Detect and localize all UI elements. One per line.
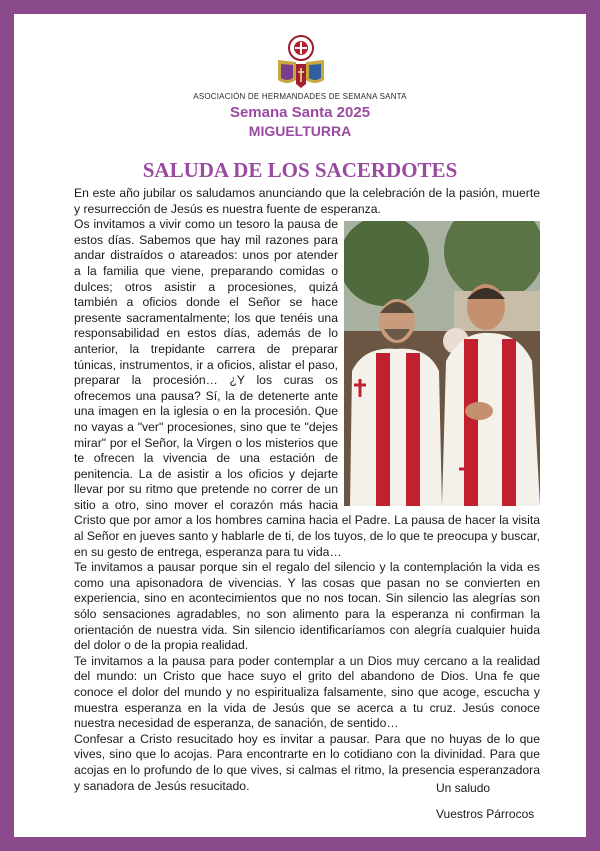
paragraph-confess: Confesar a Cristo resucitado hoy es invitar a pausar. Para que no huyas de lo que vives, sino que lo acojas. Para encontrarte en lo cotidiano con la divinidad. Para que acojas en lo profundo de lo que vives, si calmas el ritmo, la presencia esperanzadora y sanadora de Jesús resucitado. [74,731,540,793]
paragraph-intro: En este año jubilar os saludamos anunciando que la celebración de la pasión, muerte y resurrección de Jesús es nuestra fuente de esperanza. [74,186,540,216]
paragraph-god-near: Te invitamos a la pausa para poder contemplar a un Dios muy cercano a la realidad del mundo: un Cristo que hace suyo el grito del abandono de Dios. Una fe que conoce el dolor del mundo y no espiritualiza falsamente, sino que acoge, escucha y muestra esperanza en la vida de Jesús que se acerca a tu cruz. Jesús conoce nuestra necesidad de esperanza, de sanación, de sentido… [74,653,540,731]
paragraph-pause: Os invitamos a vivir como un tesoro la pausa de estos días. Sabemos que hay mil razones para andar distraídos o atareados: unos por atender a la familia que viene, preparando comidas o dulces; otros asistir a procesiones, quizá también a oficios donde el Señor se hace presente sacramentalmente; los que tenéis una responsabilidad en estos días, además de lo anterior, la trepidante carrera de preparar túnicas, instrumentos, ir a oficios, alistar el paso, preparar la procesión… ¿Y los curas os ofrecemos una pausa? Sí, la de detenerte ante una imagen en la iglesia o en la procesión. Que no vayas a "ver" procesiones, sino que te "dejes mirar" por el Señor, la Virgen o los misterios que te ofrecen la vivencia de una estación de penitencia. La de asistir a los oficios y dejarte llevar por su ritmo que pretende no correr de un sitio a otro, sino mover el corazón más hacia Cristo que por amor a los hombres camina hacia el Padre. La pausa de hacer la visita al Señor en jueves santo y hablarle de ti, de los tuyos, de lo que te preocupa y buscar, en su gesto de entrega, esperanza para tu vida… [74,217,540,559]
closing-signature: Vuestros Párrocos [436,807,535,821]
closing-greeting: Un saludo [436,781,491,795]
letter-body [74,186,540,794]
organization-name: ASOCIACIÓN DE HERMANDADES DE SEMANA SANTA [193,92,407,101]
brotherhood-emblem-icon [274,34,328,90]
page-title: SALUDA DE LOS SACERDOTES [142,158,458,182]
paragraph-silence: Te invitamos a pausar porque sin el regalo del silencio y la contemplación la vida es como una apisonadora de vivencias. Y las cosas que pasan no se convierten en experiencia, sino en acontecimientos que no nos tocan. Sin silencio las alegrías son sólo sensaciones agradables, no son alimento para la esperanza ni confirman la orientación de nuestra vida. Sin silencio identificaríamos con alegría cualquier huida del dolor o de la propia realidad. [74,560,540,653]
event-town: MIGUELTURRA [248,123,352,139]
event-title: Semana Santa 2025 [229,104,371,121]
priests-photo [344,221,540,506]
